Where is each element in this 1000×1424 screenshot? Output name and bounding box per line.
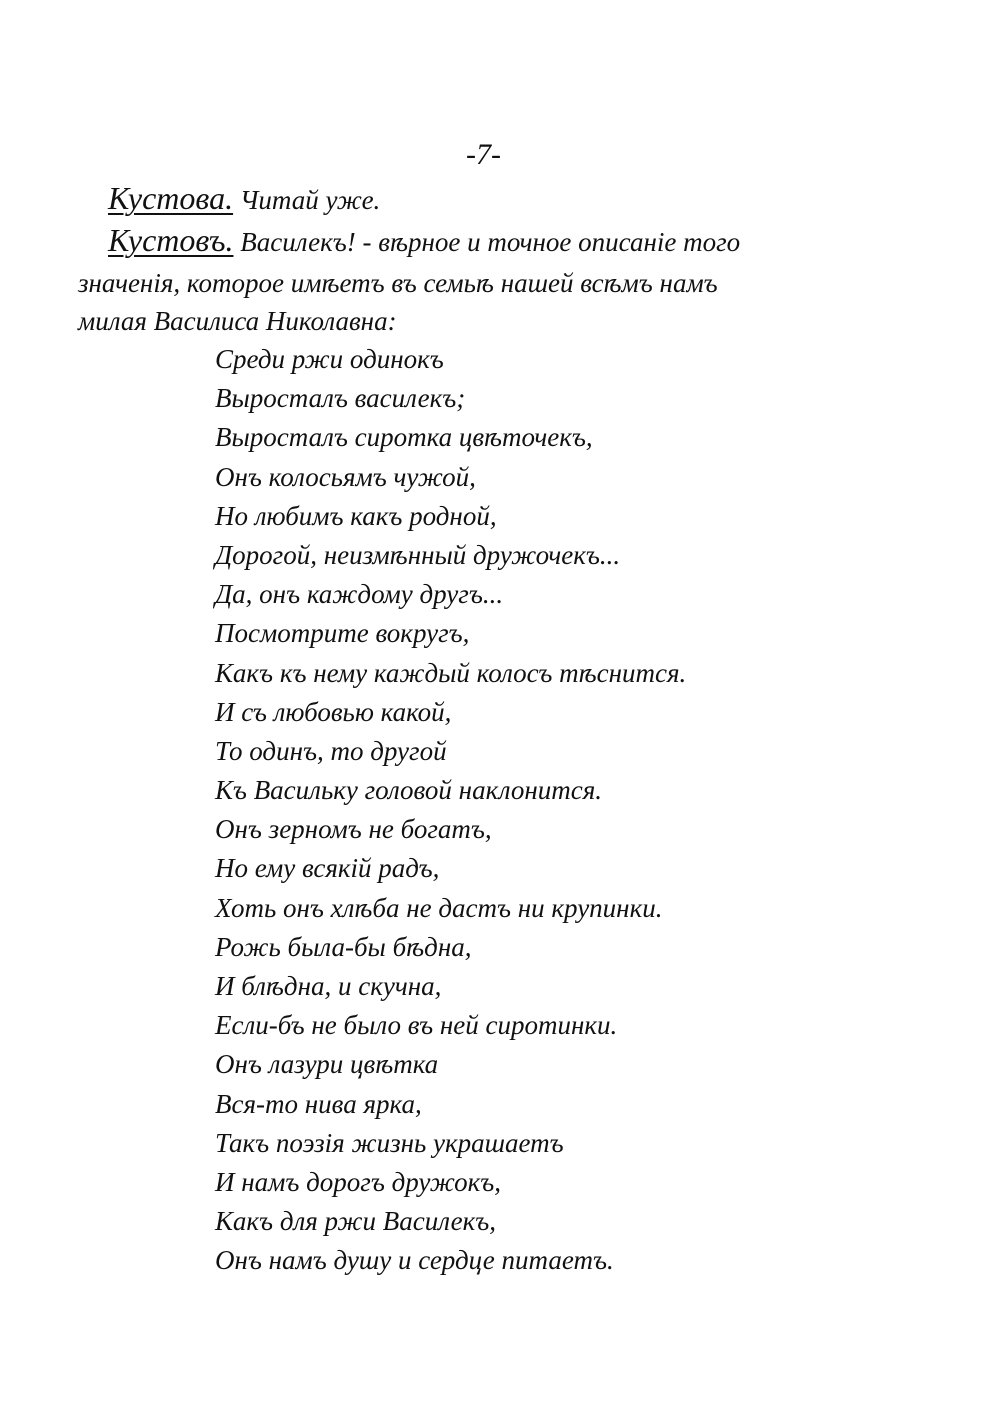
poem-line: Къ Васильку головой наклонится. (215, 775, 603, 806)
poem-line: Да, онъ каждому другъ... (215, 579, 504, 610)
poem-line: И блѣдна, и скучна, (215, 971, 442, 1001)
poem-line: И съ любовью какой, (215, 696, 452, 727)
poem-line: Среди ржи одинокъ (215, 344, 444, 374)
poem-line: Посмотрите вокругъ, (215, 618, 470, 649)
dialogue-line-1 (108, 180, 380, 217)
poem-line: То одинъ, то другой (215, 735, 447, 766)
speaker-name: Кустова. (108, 180, 234, 216)
prose-line: значенія, которое имѣетъ въ семьѣ нашей всѣмъ намъ (78, 268, 718, 298)
poem-line: Онъ зерномъ не богатъ, (215, 814, 492, 845)
poem-line: Какъ для ржи Василекъ, (215, 1206, 497, 1237)
poem-line: Хоть онъ хлѣба не дастъ ни крупинки. (215, 892, 663, 923)
poem-line: И намъ дорогъ дружокъ, (215, 1166, 502, 1197)
poem-line: Если-бъ не было въ ней сиротинки. (215, 1010, 618, 1041)
dialogue-text: Читай уже. (239, 185, 381, 215)
poem-line: Вся-то нива ярка, (215, 1088, 422, 1119)
page-number: -7- (466, 138, 501, 171)
dialogue-text: Василекъ! - вѣрное и точное описаніе того (240, 227, 741, 257)
speaker-name: Кустовъ. (108, 222, 234, 258)
prose-line: милая Василиса Николавна: (78, 306, 397, 336)
poem-line: Онъ лазури цвѣтка (215, 1049, 439, 1080)
poem-line: Выросталъ сиротка цвѣточекъ, (215, 422, 593, 453)
poem (215, 340, 686, 1281)
poem-line: Но любимъ какъ родной, (215, 500, 497, 531)
poem-line: Какъ къ нему каждый колосъ тѣснится. (215, 657, 687, 688)
poem-line: Онъ намъ душу и сердце питаетъ. (215, 1245, 614, 1276)
poem-line: Такъ поэзія жизнь украшаетъ (215, 1127, 564, 1158)
poem-line: Онъ колосьямъ чужой, (215, 461, 476, 492)
dialogue-line-2 (108, 222, 740, 259)
poem-line: Но ему всякій радъ, (215, 853, 440, 884)
poem-line: Выросталъ василекъ; (215, 383, 466, 414)
poem-line: Дорогой, неизмѣнный дружочекъ... (215, 539, 621, 570)
poem-line: Рожь была-бы бѣдна, (215, 931, 472, 962)
